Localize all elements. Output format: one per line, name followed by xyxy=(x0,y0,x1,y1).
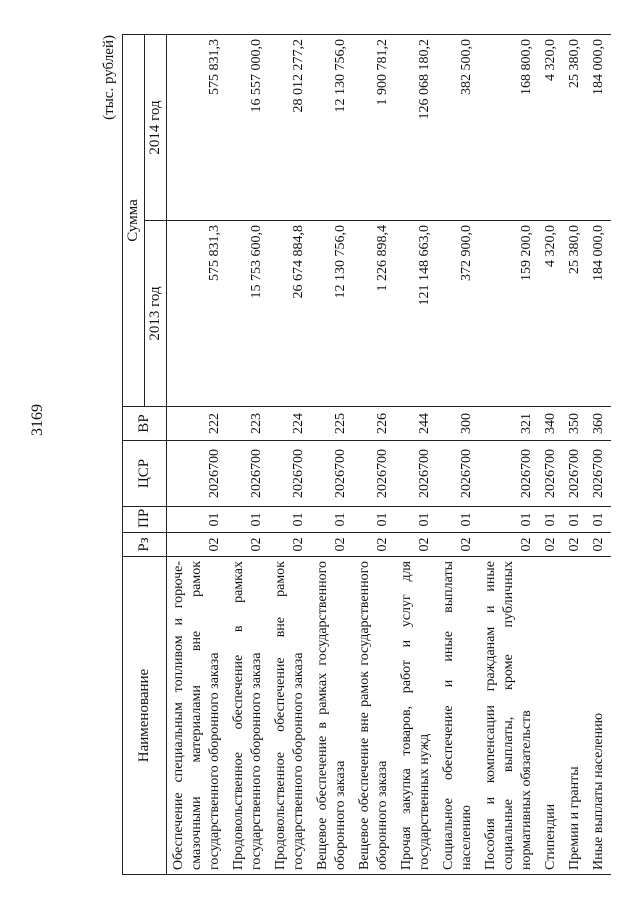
row-value-2014: 126 068 180,2 xyxy=(395,34,437,220)
header-year-2014: 2014 год xyxy=(145,34,167,220)
row-vr: 224 xyxy=(269,407,311,441)
row-rz: 02 xyxy=(227,533,269,557)
row-rz: 02 xyxy=(269,533,311,557)
row-value-2013: 1 226 898,4 xyxy=(353,221,395,407)
row-value-2013: 12 130 756,0 xyxy=(311,221,353,407)
row-csr: 2026700 xyxy=(167,441,228,507)
header-name: Наименование xyxy=(123,557,167,875)
row-vr: 226 xyxy=(353,407,395,441)
table-row xyxy=(311,34,353,874)
row-value-2014: 4 320,0 xyxy=(539,34,563,220)
row-name: Иные выплаты населению xyxy=(587,557,611,875)
row-vr: 222 xyxy=(167,407,228,441)
page-number: 3169 xyxy=(29,404,46,436)
row-rz: 02 xyxy=(395,533,437,557)
row-value-2013: 4 320,0 xyxy=(539,221,563,407)
row-name: Продовольственное обеспечение вне рамок государственного оборонного заказа xyxy=(269,557,311,875)
row-value-2014: 16 557 000,0 xyxy=(227,34,269,220)
header-pr: ПР xyxy=(123,507,167,533)
table-header xyxy=(123,34,167,874)
row-value-2014: 28 012 277,2 xyxy=(269,34,311,220)
table-row xyxy=(353,34,395,874)
row-value-2014: 1 900 781,2 xyxy=(353,34,395,220)
row-value-2013: 184 000,0 xyxy=(587,221,611,407)
row-pr: 01 xyxy=(311,507,353,533)
header-csr: ЦСР xyxy=(123,441,167,507)
row-name: Прочая закупка товаров, работ и услуг для государственных нужд xyxy=(395,557,437,875)
row-name: Продовольственное обеспечение в рамках государственного оборонного заказа xyxy=(227,557,269,875)
row-csr: 2026700 xyxy=(227,441,269,507)
row-name: Социальное обеспечение и иные выплаты населению xyxy=(437,557,479,875)
table-row xyxy=(437,34,479,874)
table-row xyxy=(587,34,611,874)
units-label: (тыс. рублей) xyxy=(101,35,117,120)
row-rz: 02 xyxy=(167,533,228,557)
row-pr: 01 xyxy=(437,507,479,533)
row-name: Вещевое обеспечение в рамках государственного оборонного заказа xyxy=(311,557,353,875)
row-name: Стипендии xyxy=(539,557,563,875)
row-rz: 02 xyxy=(311,533,353,557)
row-pr: 01 xyxy=(353,507,395,533)
row-pr: 01 xyxy=(587,507,611,533)
row-value-2014: 382 500,0 xyxy=(437,34,479,220)
row-pr: 01 xyxy=(563,507,587,533)
row-rz: 02 xyxy=(437,533,479,557)
row-name: Премии и гранты xyxy=(563,557,587,875)
table-row xyxy=(167,34,228,874)
row-csr: 2026700 xyxy=(269,441,311,507)
table-row xyxy=(227,34,269,874)
row-vr: 244 xyxy=(395,407,437,441)
row-vr: 321 xyxy=(479,407,539,441)
table-row xyxy=(479,34,539,874)
row-rz: 02 xyxy=(479,533,539,557)
row-value-2014: 575 831,3 xyxy=(167,34,228,220)
budget-table xyxy=(122,34,611,875)
table-row xyxy=(539,34,563,874)
row-pr: 01 xyxy=(269,507,311,533)
row-pr: 01 xyxy=(479,507,539,533)
table-row xyxy=(563,34,587,874)
row-vr: 350 xyxy=(563,407,587,441)
row-value-2013: 15 753 600,0 xyxy=(227,221,269,407)
row-value-2014: 25 380,0 xyxy=(563,34,587,220)
row-vr: 340 xyxy=(539,407,563,441)
table-row xyxy=(269,34,311,874)
row-rz: 02 xyxy=(563,533,587,557)
row-csr: 2026700 xyxy=(353,441,395,507)
row-pr: 01 xyxy=(395,507,437,533)
table-body xyxy=(167,34,612,874)
row-name: Пособия и компенсации гражданам и иные социальные выплаты, кроме публичных нормативных обязательств xyxy=(479,557,539,875)
row-csr: 2026700 xyxy=(479,441,539,507)
row-csr: 2026700 xyxy=(311,441,353,507)
row-value-2013: 372 900,0 xyxy=(437,221,479,407)
row-value-2014: 168 800,0 xyxy=(479,34,539,220)
row-csr: 2026700 xyxy=(563,441,587,507)
header-year-2013: 2013 год xyxy=(145,221,167,407)
row-vr: 225 xyxy=(311,407,353,441)
row-csr: 2026700 xyxy=(587,441,611,507)
row-vr: 360 xyxy=(587,407,611,441)
row-value-2013: 575 831,3 xyxy=(167,221,228,407)
header-sum: Сумма xyxy=(123,34,145,406)
row-name: Обеспечение специальным топливом и горюче-смазочными материалами вне рамок государственного оборонного заказа xyxy=(167,557,228,875)
row-value-2014: 12 130 756,0 xyxy=(311,34,353,220)
row-vr: 300 xyxy=(437,407,479,441)
row-value-2013: 121 148 663,0 xyxy=(395,221,437,407)
row-pr: 01 xyxy=(539,507,563,533)
row-pr: 01 xyxy=(227,507,269,533)
row-csr: 2026700 xyxy=(539,441,563,507)
row-csr: 2026700 xyxy=(437,441,479,507)
table-row xyxy=(395,34,437,874)
row-rz: 02 xyxy=(539,533,563,557)
row-csr: 2026700 xyxy=(395,441,437,507)
row-value-2013: 159 200,0 xyxy=(479,221,539,407)
row-name: Вещевое обеспечение вне рамок государственного оборонного заказа xyxy=(353,557,395,875)
row-vr: 223 xyxy=(227,407,269,441)
rotated-table-page xyxy=(101,35,606,875)
header-vr: ВР xyxy=(123,407,167,441)
row-pr: 01 xyxy=(167,507,228,533)
row-value-2013: 25 380,0 xyxy=(563,221,587,407)
header-rz: Рз xyxy=(123,533,167,557)
row-value-2013: 26 674 884,8 xyxy=(269,221,311,407)
row-rz: 02 xyxy=(587,533,611,557)
row-rz: 02 xyxy=(353,533,395,557)
row-value-2014: 184 000,0 xyxy=(587,34,611,220)
